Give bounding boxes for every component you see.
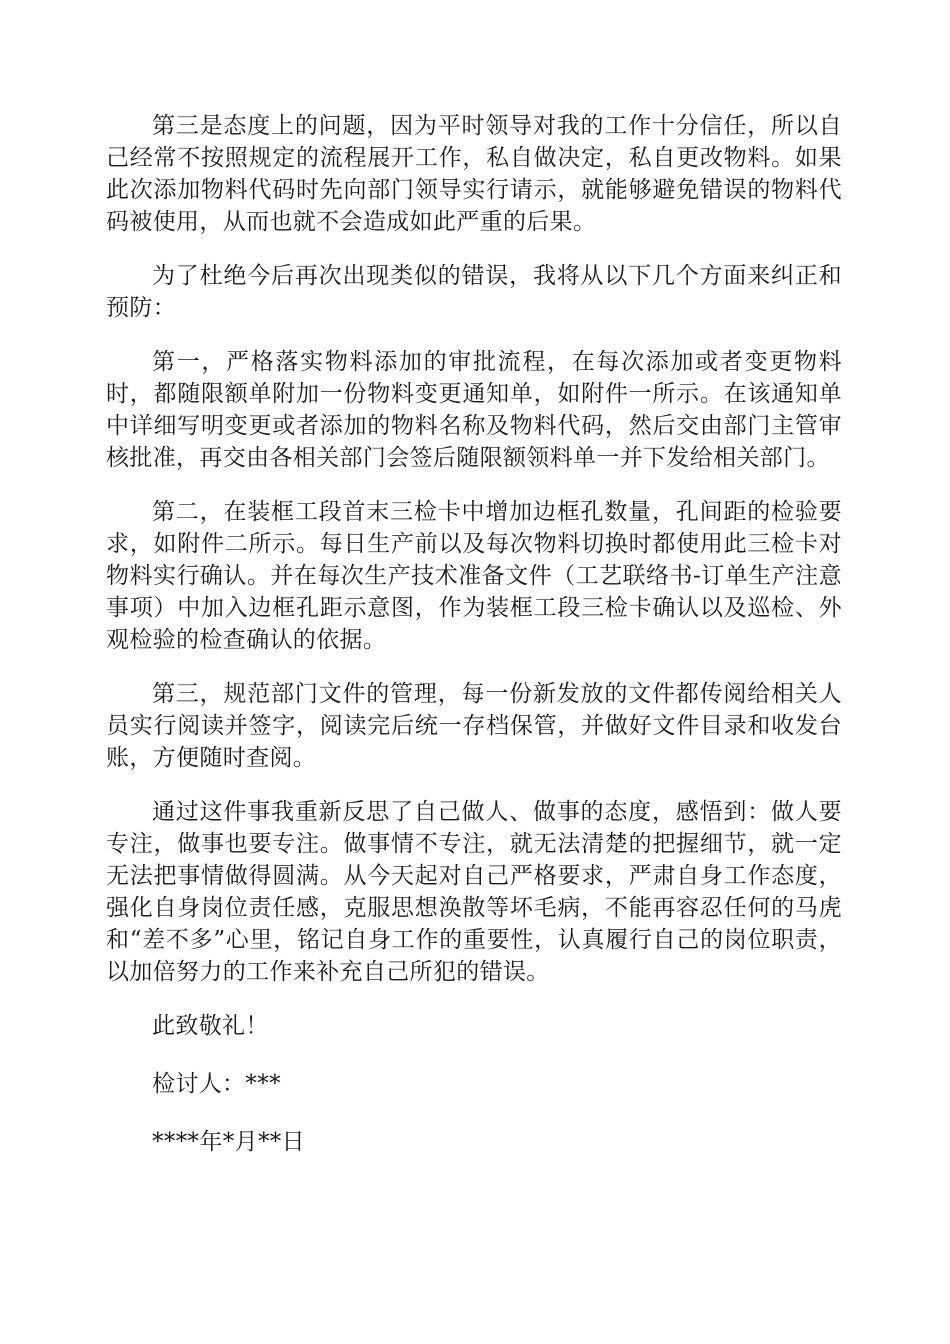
paragraph-prevention-intro: 为了杜绝今后再次出现类似的错误，我将从以下几个方面来纠正和预防： [106, 263, 842, 321]
signature-line: 检讨人：*** [152, 1071, 281, 1097]
paragraph-measure-three: 第三，规范部门文件的管理，每一份新发放的文件都传阅给相关人员实行阅读并签字，阅读完后统一存档保管，并做好文件目录和收发台账，方便随时查阅。 [106, 681, 842, 771]
document-body [106, 110, 842, 1184]
date-line: ****年*月**日 [152, 1129, 305, 1155]
paragraph-measure-two: 第二，在装框工段首末三检卡中增加边框孔数量，孔间距的检验要求，如附件二所示。每日生产前以及每次物料切换时都使用此三检卡对物料实行确认。并在每次生产技术准备文件（工艺联络书-订单生产注意事项）中加入边框孔距示意图，作为装框工段三检卡确认以及巡检、外观检验的检查确认的依据。 [106, 499, 842, 653]
paragraph-reflection: 通过这件事我重新反思了自己做人、做事的态度，感悟到：做人要专注，做事也要专注。做事情不专注，就无法清楚的把握细节，就一定无法把事情做得圆满。从今天起对自己严格要求，严肃自身工作态度，强化自身岗位责任感，克服思想涣散等坏毛病，不能再容忍任何的马虎和“差不多”心里，铭记自身工作的重要性，认真履行自己的岗位职责，以加倍努力的工作来补充自己所犯的错误。 [106, 799, 842, 985]
paragraph-attitude-issue: 第三是态度上的问题，因为平时领导对我的工作十分信任，所以自己经常不按照规定的流程展开工作，私自做决定，私自更改物料。如果此次添加物料代码时先向部门领导实行请示，就能够避免错误的物料代码被使用，从而也就不会造成如此严重的后果。 [106, 113, 842, 235]
closing-salutation: 此致敬礼！ [152, 1013, 269, 1039]
paragraph-measure-one: 第一，严格落实物料添加的审批流程，在每次添加或者变更物料时，都随限额单附加一份物料变更通知单，如附件一所示。在该通知单中详细写明变更或者添加的物料名称及物料代码，然后交由部门主管审核批准，再交由各相关部门会签后随限额领料单一并下发给相关部门。 [106, 349, 842, 471]
